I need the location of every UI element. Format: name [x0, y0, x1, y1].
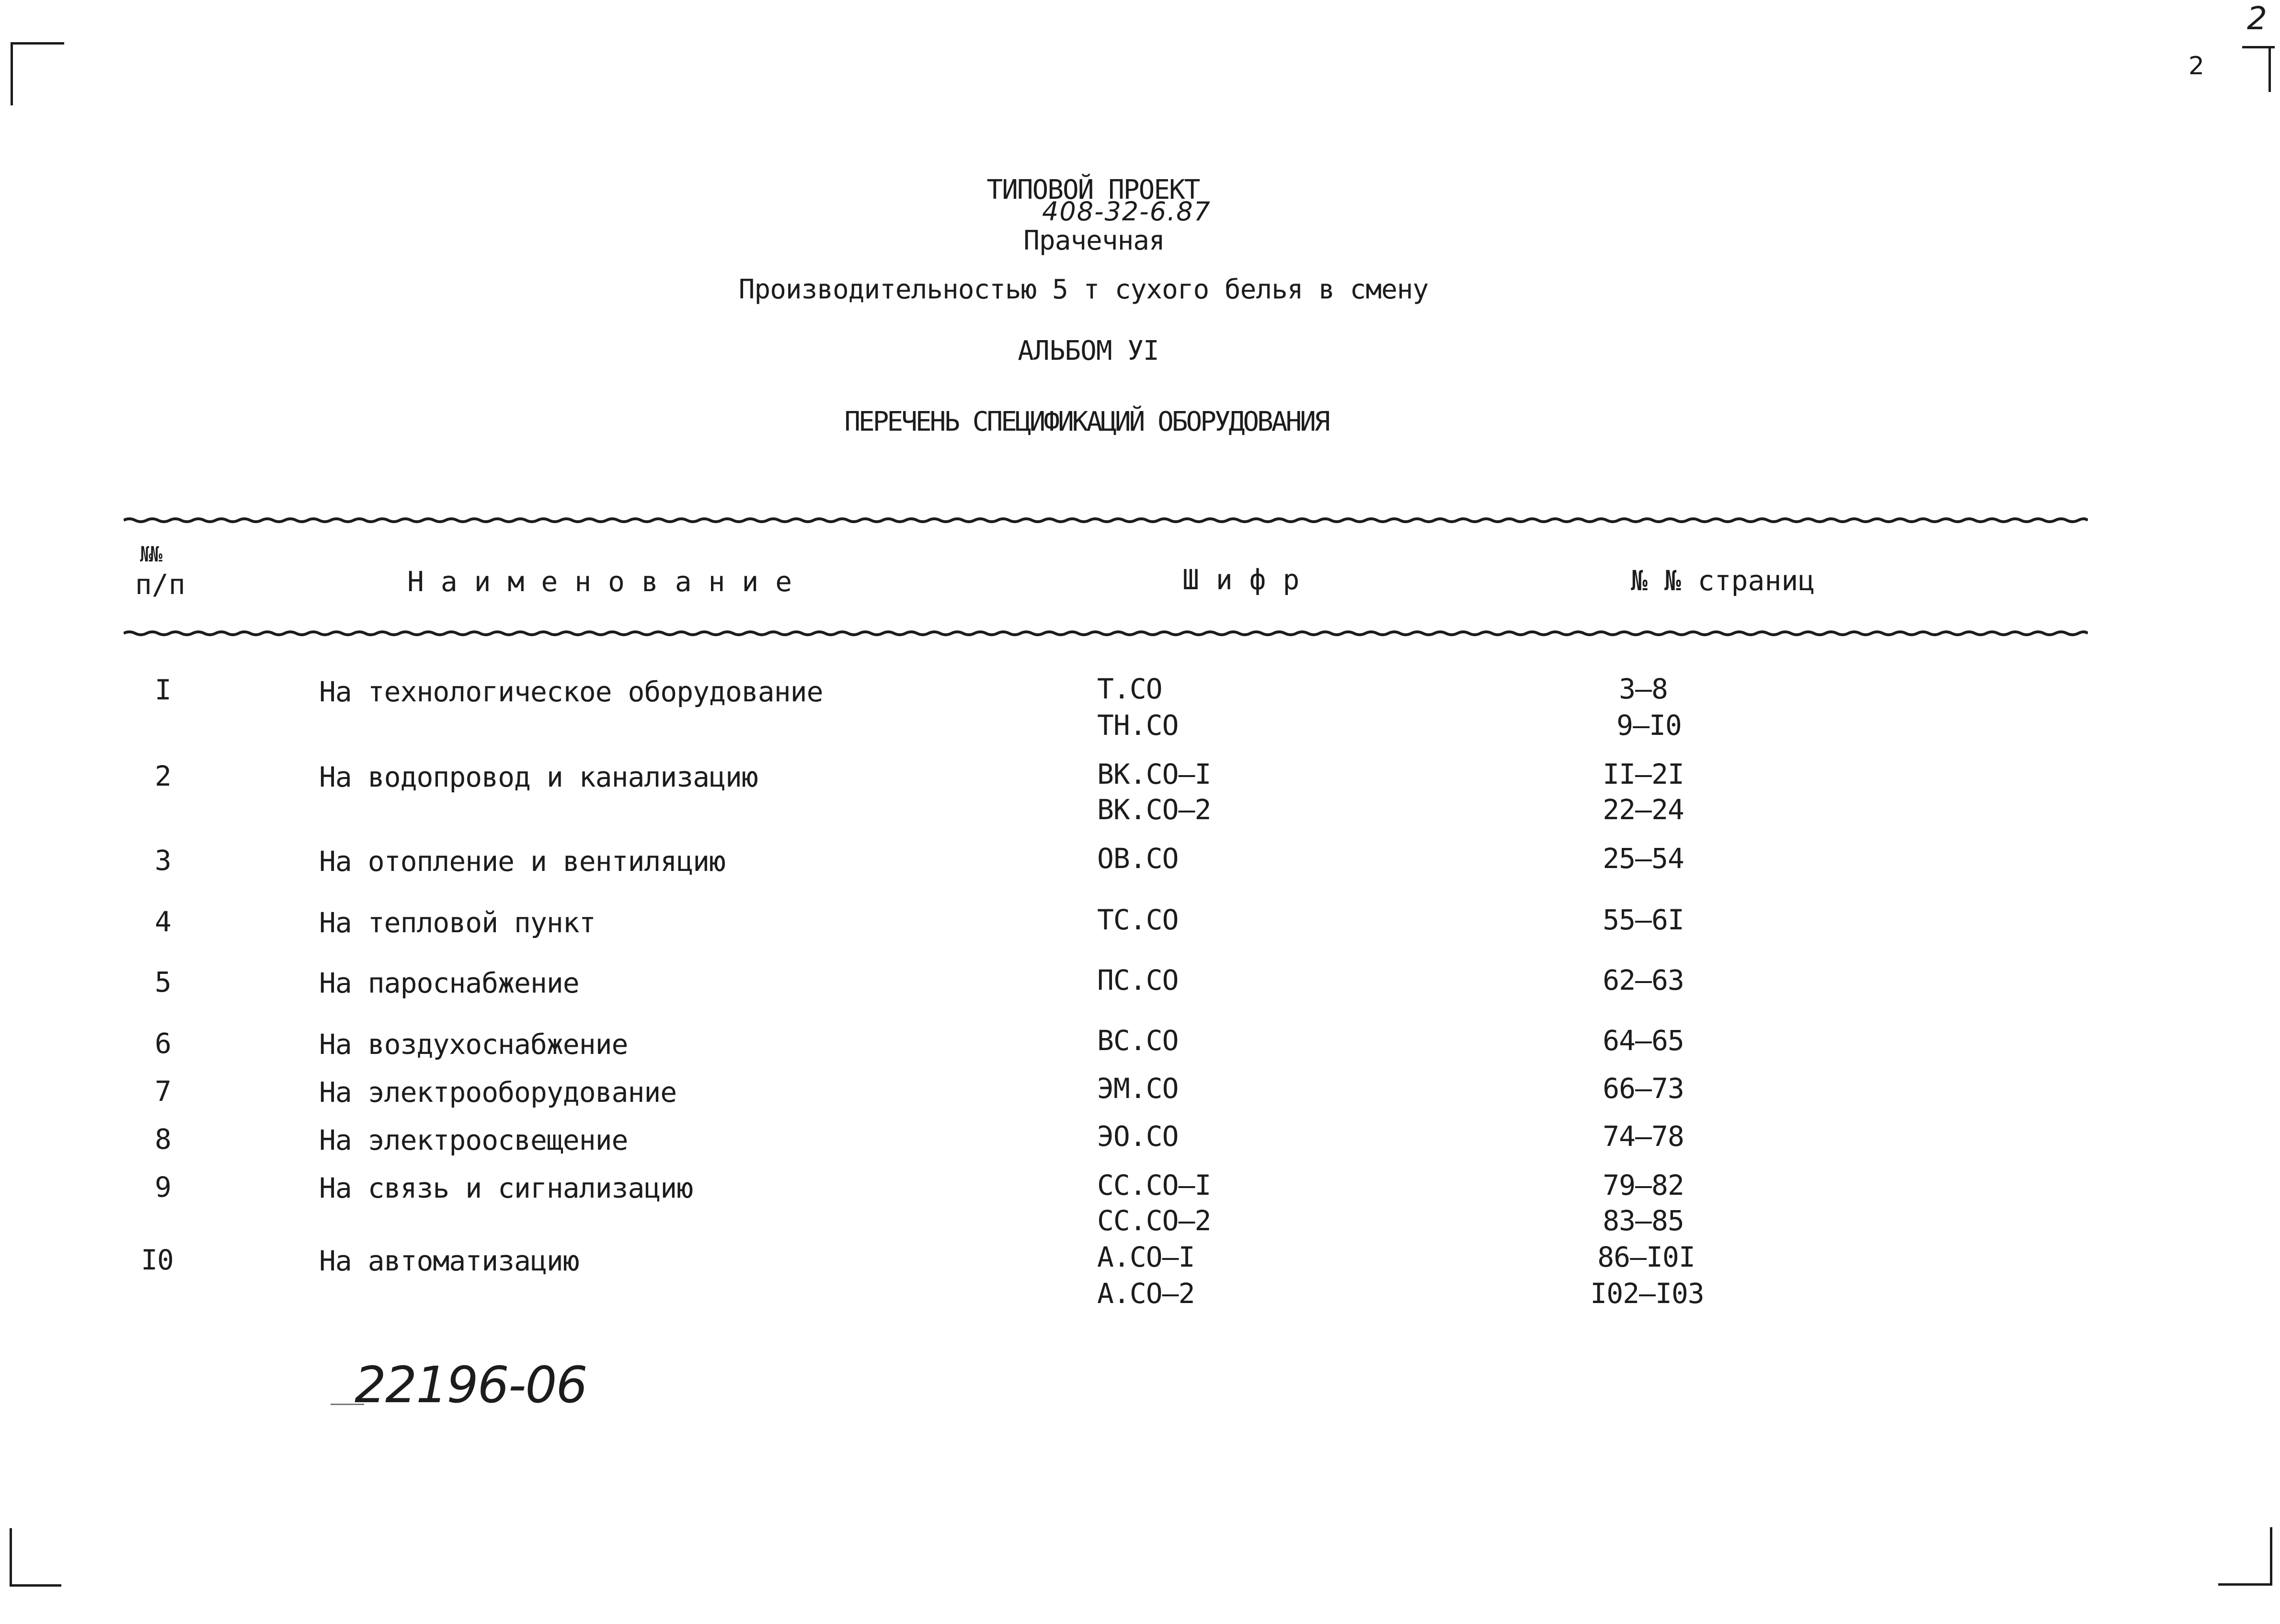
row-2-number: 2: [155, 760, 171, 792]
row-3-pages: 25–54: [1603, 842, 1684, 875]
row-9-code-2: СС.СО–2: [1097, 1204, 1211, 1237]
row-7-pages: 66–73: [1603, 1072, 1684, 1105]
row-5-number: 5: [155, 966, 171, 998]
row-7-number: 7: [155, 1075, 171, 1108]
row-1-pages-1: 3–8: [1619, 673, 1668, 705]
row-4-number: 4: [155, 905, 171, 938]
corner-mark-top-left-v: [11, 42, 13, 105]
capacity-line: Производительностью 5 т сухого белья в смену: [738, 274, 1429, 305]
header-num-bottom: п/п: [135, 568, 185, 601]
corner-mark-bottom-right-h: [2218, 1583, 2272, 1586]
row-9-name: На связь и сигнализацию: [319, 1172, 693, 1204]
row-1-name: На технологическое оборудование: [319, 675, 823, 708]
row-8-pages: 74–78: [1603, 1120, 1684, 1153]
row-4-code: ТС.СО: [1097, 903, 1179, 936]
row-5-pages: 62–63: [1603, 964, 1684, 996]
row-8-number: 8: [155, 1123, 171, 1155]
row-3-name: На отопление и вентиляцию: [319, 845, 725, 878]
row-7-name: На электрооборудование: [319, 1076, 677, 1109]
row-3-code: ОВ.СО: [1097, 842, 1179, 875]
row-1-number: I: [155, 674, 171, 706]
row-5-code: ПС.СО: [1097, 964, 1179, 996]
table-top-rule: [124, 516, 2088, 524]
inventory-number-stamp: 22196-06: [355, 1356, 587, 1414]
row-6-number: 6: [155, 1027, 171, 1060]
row-4-pages: 55–6I: [1603, 903, 1684, 936]
row-9-pages-1: 79–82: [1603, 1169, 1684, 1201]
page-number-printed: 2: [2188, 52, 2205, 80]
row-2-pages-1: II–2I: [1603, 758, 1684, 790]
corner-mark-top-right-v: [2269, 46, 2271, 92]
row-9-number: 9: [155, 1171, 171, 1203]
corner-mark-bottom-left-h: [10, 1584, 61, 1587]
row-10-name: На автоматизацию: [319, 1245, 579, 1277]
row-6-code: ВС.СО: [1097, 1024, 1179, 1057]
document-type: ТИПОВОЙ ПРОЕКТ: [986, 174, 1200, 206]
row-10-number: I0: [141, 1244, 173, 1276]
corner-mark-bottom-left-v: [10, 1528, 12, 1587]
row-8-name: На электроосвещение: [319, 1124, 628, 1156]
header-name: Н а и м е н о в а н и е: [407, 565, 792, 598]
project-code: 408-32-6.87: [1042, 196, 1211, 227]
row-10-pages-2: I02–I03: [1590, 1277, 1704, 1310]
row-5-name: На пароснабжение: [319, 967, 579, 999]
row-10-code-2: А.СО–2: [1097, 1277, 1195, 1310]
row-1-code-1: Т.СО: [1097, 673, 1162, 705]
row-8-code: ЭО.СО: [1097, 1120, 1179, 1153]
row-9-pages-2: 83–85: [1603, 1204, 1684, 1237]
row-6-name: На воздухоснабжение: [319, 1028, 628, 1061]
row-1-code-2: ТН.СО: [1097, 709, 1179, 742]
row-1-pages-2: 9–I0: [1616, 709, 1682, 742]
row-10-pages-1: 86–I0I: [1597, 1241, 1695, 1273]
corner-mark-top-left-h: [11, 42, 64, 45]
row-10-code-1: А.СО–I: [1097, 1241, 1195, 1273]
list-title: ПЕРЕЧЕНЬ СПЕЦИФИКАЦИЙ ОБОРУДОВАНИЯ: [844, 406, 1329, 437]
corner-mark-bottom-right-v: [2270, 1527, 2272, 1586]
building-name: Прачечная: [1023, 225, 1165, 256]
header-num-top: №№: [140, 542, 160, 567]
row-4-name: На тепловой пункт: [319, 906, 596, 939]
row-7-code: ЭМ.СО: [1097, 1072, 1179, 1105]
header-pages: № № страниц: [1631, 564, 1815, 597]
row-2-pages-2: 22–24: [1603, 793, 1684, 826]
header-bottom-rule: [124, 629, 2088, 637]
header-code: Ш и ф р: [1182, 563, 1300, 596]
row-2-name: На водопровод и канализацию: [319, 761, 758, 793]
album-label: АЛЬБОМ УI: [1018, 335, 1159, 366]
row-9-code-1: СС.СО–I: [1097, 1169, 1211, 1201]
row-2-code-2: ВК.СО–2: [1097, 793, 1211, 826]
row-3-number: 3: [155, 844, 171, 877]
row-2-code-1: ВК.СО–I: [1097, 758, 1211, 790]
page-number-handwritten: 2: [2247, 0, 2267, 37]
row-6-pages: 64–65: [1603, 1024, 1684, 1057]
